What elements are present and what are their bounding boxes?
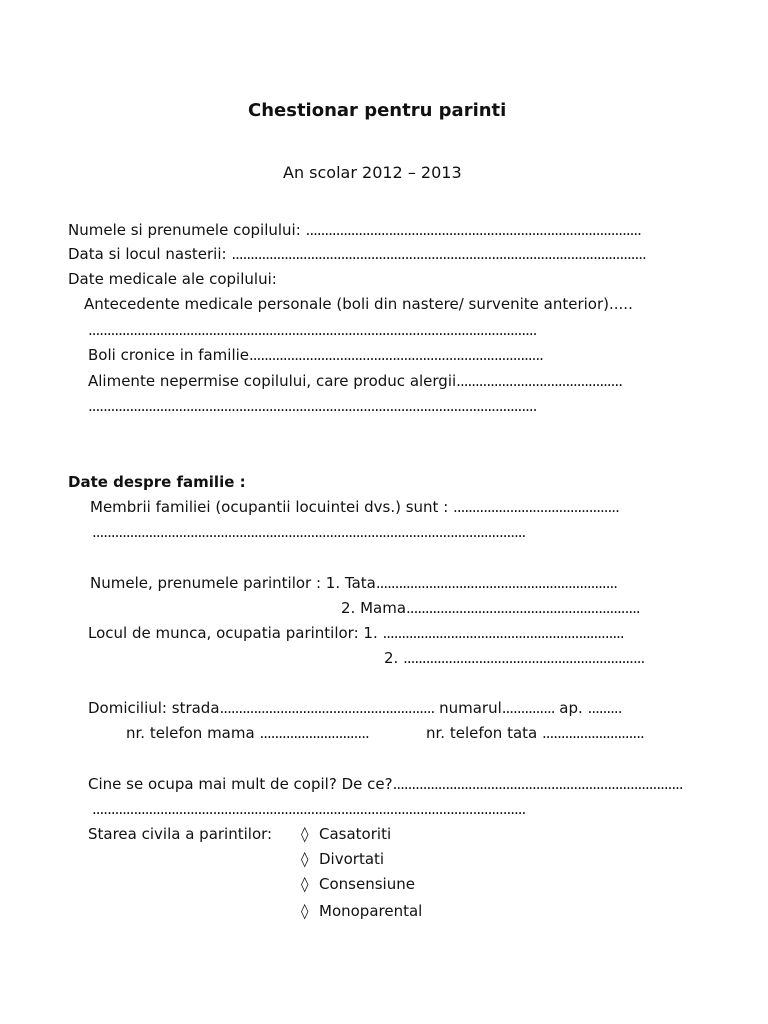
mother-field[interactable]: ..............................................................	[406, 599, 640, 617]
phone-mother-label: nr. telefon mama	[126, 724, 260, 742]
phone-father-row	[426, 723, 644, 743]
work-field-2[interactable]: ................................................................	[403, 649, 645, 667]
civil-status-option-casatoriti[interactable]	[301, 824, 391, 844]
chronic-row	[88, 345, 543, 365]
members-field-2[interactable]: ...................................................................................................................	[92, 523, 526, 541]
phone-mother-row	[126, 723, 369, 743]
food-label: Alimente nepermise copilului, care produc alergii	[88, 372, 457, 390]
antecedents-label: Antecedente medicale personale (boli din nastere/ survenite anterior).....	[84, 295, 633, 313]
apartment-label: ap.	[554, 699, 588, 717]
child-name-field[interactable]: .........................................................................................	[305, 221, 641, 239]
option-label: Casatoriti	[319, 825, 392, 843]
parents-label: Numele, prenumele parintilor : 1. Tata	[90, 574, 376, 592]
apartment-field[interactable]: .........	[587, 699, 622, 717]
phone-father-field[interactable]: ...........................	[542, 724, 644, 742]
phone-mother-field[interactable]: .............................	[259, 724, 369, 742]
birth-field[interactable]: ..............................................................................................................	[231, 245, 646, 263]
school-year: An scolar 2012 – 2013	[283, 163, 462, 182]
number-field[interactable]: ..............	[501, 699, 555, 717]
caregiver-row	[88, 774, 683, 794]
child-name-label: Numele si prenumele copilului:	[68, 221, 306, 239]
birth-label: Data si locul nasterii:	[68, 245, 232, 263]
mother-row	[341, 598, 640, 618]
option-label: Consensiune	[319, 875, 415, 893]
medical-label: Date medicale ale copilului:	[68, 270, 277, 288]
members-row	[90, 497, 619, 517]
diamond-checkbox-icon[interactable]: ◊	[301, 850, 309, 868]
food-field[interactable]: ............................................	[456, 372, 622, 390]
civil-status-option-consensiune[interactable]	[301, 874, 415, 894]
work-row-1	[88, 623, 624, 643]
page-title: Chestionar pentru parinti	[248, 100, 507, 121]
father-field[interactable]: ................................................................	[375, 574, 617, 592]
work-label: Locul de munca, ocupatia parintilor: 1.	[88, 624, 383, 642]
food-row	[88, 371, 622, 391]
diamond-checkbox-icon[interactable]: ◊	[301, 825, 309, 843]
family-section-title: Date despre familie :	[68, 473, 246, 491]
chronic-label: Boli cronice in familie	[88, 346, 250, 364]
child-name-row	[68, 220, 641, 240]
work-field-1[interactable]: ................................................................	[382, 624, 624, 642]
civil-status-label: Starea civila a parintilor:	[88, 825, 273, 843]
option-label: Divortati	[319, 850, 385, 868]
caregiver-field[interactable]: .............................................................................	[392, 775, 683, 793]
father-row	[90, 573, 617, 593]
members-label: Membrii familiei (ocupantii locuintei dvs.) sunt :	[90, 498, 454, 516]
number-label: numarul	[434, 699, 502, 717]
food-field-2[interactable]: .......................................................................................................................	[88, 397, 537, 415]
antecedents-field[interactable]: .......................................................................................................................	[88, 321, 537, 339]
work-label-2: 2.	[384, 649, 404, 667]
work-row-2	[384, 648, 644, 668]
address-row	[88, 698, 621, 718]
option-label: Monoparental	[319, 902, 423, 920]
caregiver-field-2[interactable]: ...................................................................................................................	[92, 800, 526, 818]
caregiver-label: Cine se ocupa mai mult de copil? De ce?	[88, 775, 393, 793]
members-field[interactable]: ............................................	[453, 498, 619, 516]
civil-status-option-monoparental[interactable]	[301, 901, 422, 921]
street-label: Domiciliul: strada	[88, 699, 220, 717]
civil-status-option-divortati[interactable]	[301, 849, 384, 869]
chronic-field[interactable]: ..............................................................................	[249, 346, 543, 364]
birth-row	[68, 244, 646, 264]
mother-label: 2. Mama	[341, 599, 407, 617]
diamond-checkbox-icon[interactable]: ◊	[301, 875, 309, 893]
diamond-checkbox-icon[interactable]: ◊	[301, 902, 309, 920]
street-field[interactable]: .........................................................	[219, 699, 435, 717]
phone-father-label: nr. telefon tata	[426, 724, 542, 742]
